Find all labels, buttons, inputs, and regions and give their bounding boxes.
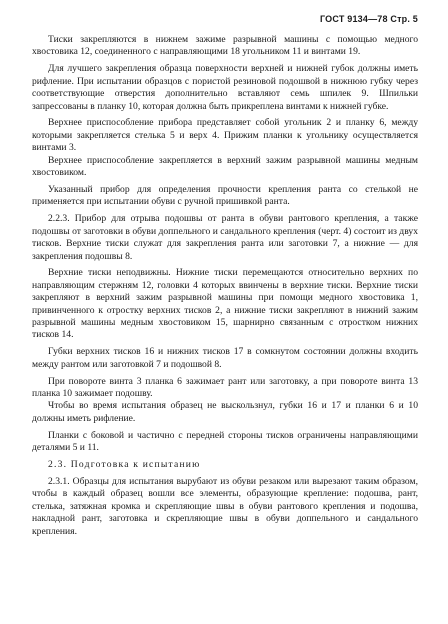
paragraph-3: Верхнее приспособление прибора представляет собой угольник 2 и планку 6, между которыми закрепляется стелька 5 и верх 4. Прижим планки к угольнику осуществляется винтами 3. (32, 117, 418, 154)
section-heading: 2.3. Подготовка к испытанию (48, 459, 201, 471)
paragraph-5: Указанный прибор для определения прочности крепления ранта со стелькой не применяется при испытании обуви с ручной пришивкой ранта. (32, 183, 418, 208)
document-body (32, 34, 418, 543)
paragraph-10: Чтобы во время испытания образец не выскользнул, губки 16 и 17 и планки 6 и 10 должны иметь рифление. (32, 400, 418, 424)
paragraph-8: Губки верхних тисков 16 и нижних тисков 17 в сомкнутом состоянии должны входить между рантом или заготовкой 7 и подошвой 8. (32, 346, 418, 370)
paragraph-7: Верхние тиски неподвижны. Нижние тиски перемещаются относительно верхних по направляющим стержням 12, головки 4 которых ввинчены в верхние тиски. Верхние тиски закрепляют в верхний зажим разрывной машины при помощи медного хвостовика 1, привинченного к отростку верхних тисков 2, а нижние тиски закрепляют в нижний зажим разрывной машины медным хвостовиком 15, шарнирно связанным с отростком нижних тисков 14. (32, 267, 418, 341)
paragraph-2: Для лучшего закрепления образца поверхности верхней и нижней губок должны иметь рифление. При испытании образцов с пористой резиновой подошвой в нижнюю губку через соответствующие отверстия дополнительно вставляют семь шпилек 9. Шпильки запрессованы в планку 10, которая должна быть прикреплена винтами к нижней губке. (32, 63, 418, 112)
paragraph-6: 2.2.3. Прибор для отрыва подошвы от ранта в обуви рантового крепления, а также подошвы от заготовки в обуви доппельного и сандального крепления (черт. 4) состоит из двух тисков. Верхние тиски служат для закрепления ранта или заготовки 7, а нижние — для закрепления подошвы 8. (32, 213, 418, 262)
paragraph-4: Верхнее приспособление закрепляется в верхний зажим разрывной машины медным хвостовиком. (32, 154, 418, 179)
page-header: ГОСТ 9134—78 Стр. 5 (319, 14, 418, 24)
paragraph-11: Планки с боковой и частично с передней стороны тисков ограничены направляющими деталями 5 и 11. (32, 429, 418, 454)
paragraph-1: Тиски закрепляются в нижнем зажиме разрывной машины с помощью медного хвостовика 12, соединенного с направляющими 18 угольником 11 и винтами 19. (32, 34, 418, 58)
paragraph-13: 2.3.1. Образцы для испытания вырубают из обуви резаком или вырезают таким образом, чтобы в каждый образец вошли все элементы, образующие крепление: подошва, рант, стелька, затяжная кромка и скрепляющие швы в обуви рантового крепления и подошва, накладной рант, заготовка и скрепляющие швы в обуви доппельного и сандального крепления. (32, 476, 418, 537)
paragraph-9: При повороте винта 3 планка 6 зажимает рант или заготовку, а при повороте винта 13 планка 10 зажимает подошву. (32, 375, 418, 400)
